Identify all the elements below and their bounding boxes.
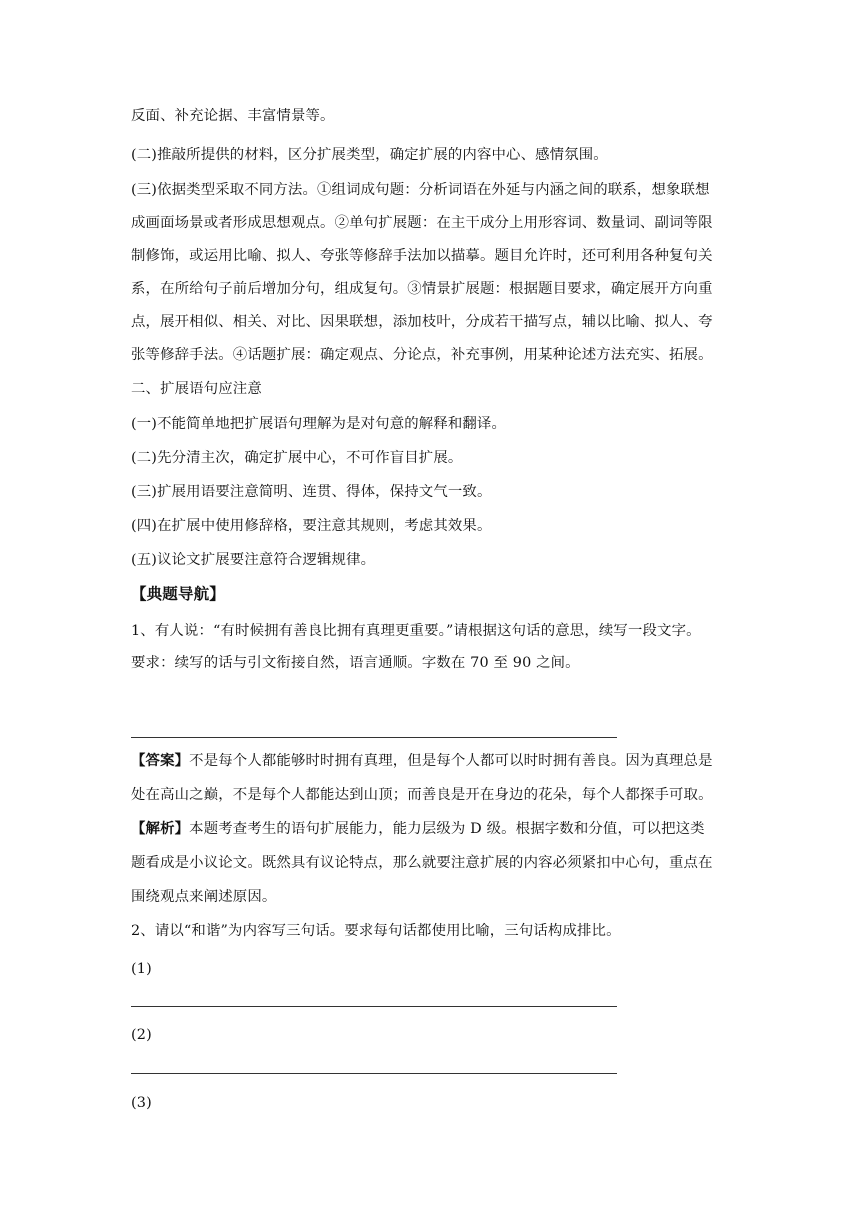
answer-blank-line bbox=[131, 737, 617, 738]
paragraph-line: (三)扩展用语要注意简明、连贯、得体，保持文气一致。 bbox=[131, 484, 492, 500]
answer-text: 不是每个人都能够时时拥有真理，但是每个人都可以时时拥有善良。因为真理总是 bbox=[189, 753, 713, 769]
paragraph-line: (二)推敲所提供的材料，区分扩展类型，确定扩展的内容中心、感情氛围。 bbox=[131, 147, 608, 163]
paragraph-line: 成画面场景或者形成思想观点。②单句扩展题：在主干成分上用形容词、数量词、副词等限 bbox=[131, 215, 713, 231]
answer-tag: 【答案】 bbox=[131, 752, 190, 769]
paragraph-line: 反面、补充论据、丰富情景等。 bbox=[131, 108, 335, 124]
answer-line bbox=[131, 751, 713, 771]
subsection-title: 二、扩展语句应注意 bbox=[131, 381, 262, 397]
analysis-line: 题看成是小议论文。既然具有议论特点，那么就要注意扩展的内容必须紧扣中心句，重点在 bbox=[131, 855, 713, 871]
section-heading: 【典题导航】 bbox=[131, 584, 225, 603]
analysis-line bbox=[131, 819, 705, 839]
analysis-tag: 【解析】 bbox=[131, 820, 190, 837]
question-1-requirement: 要求：续写的话与引文衔接自然，语言通顺。字数在 70 至 90 之间。 bbox=[131, 655, 580, 671]
paragraph-line: 制修饰，或运用比喻、拟人、夸张等修辞手法加以描摹。题目允许时，还可利用各种复句关 bbox=[131, 248, 713, 264]
paragraph-line: (三)依据类型采取不同方法。①组词成句题：分析词语在外延与内涵之间的联系，想象联想 bbox=[131, 182, 710, 198]
paragraph-line: 系，在所给句子前后增加分句，组成复句。③情景扩展题：根据题目要求，确定展开方向重 bbox=[131, 281, 713, 297]
question-2-item-label: (2) bbox=[131, 1027, 152, 1043]
paragraph-line: 张等修辞手法。④话题扩展：确定观点、分论点，补充事例，用某种论述方法充实、拓展。 bbox=[131, 347, 713, 363]
paragraph-line: (一)不能简单地把扩展语句理解为是对句意的解释和翻译。 bbox=[131, 416, 507, 432]
analysis-line: 围绕观点来阐述原因。 bbox=[131, 889, 277, 905]
question-2-item-label: (1) bbox=[131, 961, 152, 977]
question-2-text: 2、请以“和谐”为内容写三句话。要求每句话都使用比喻，三句话构成排比。 bbox=[131, 923, 621, 939]
paragraph-line: (四)在扩展中使用修辞格，要注意其规则，考虑其效果。 bbox=[131, 518, 492, 534]
paragraph-line: (五)议论文扩展要注意符合逻辑规律。 bbox=[131, 552, 376, 568]
question-1-text: 1、有人说：“有时候拥有善良比拥有真理更重要。”请根据这句话的意思，续写一段文字。 bbox=[131, 623, 701, 639]
paragraph-line: 点，展开相似、相关、对比、因果联想，添加枝叶，分成若干描写点，辅以比喻、拟人、夸 bbox=[131, 314, 713, 330]
item-1-blank-line bbox=[131, 1006, 617, 1007]
paragraph-line: (二)先分清主次，确定扩展中心，不可作盲目扩展。 bbox=[131, 450, 463, 466]
question-2-item-label: (3) bbox=[131, 1095, 152, 1111]
analysis-text: 本题考查考生的语句扩展能力，能力层级为 D 级。根据字数和分值，可以把这类 bbox=[189, 821, 705, 837]
answer-line: 处在高山之巅，不是每个人都能达到山顶；而善良是开在身边的花朵，每个人都探手可取。 bbox=[131, 787, 713, 803]
item-2-blank-line bbox=[131, 1073, 617, 1074]
